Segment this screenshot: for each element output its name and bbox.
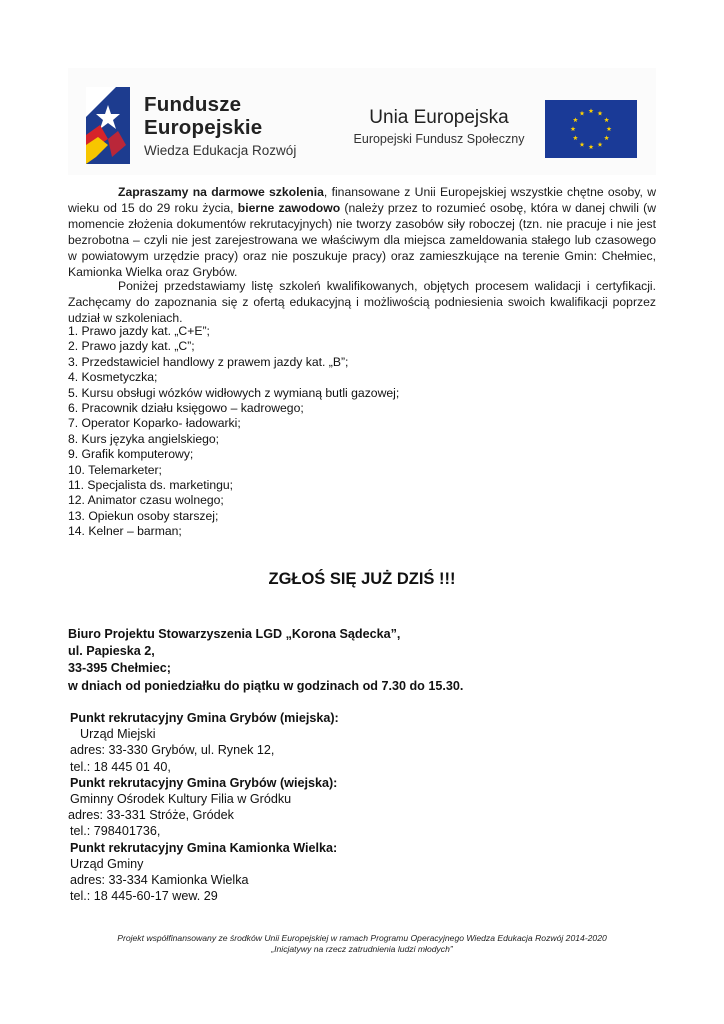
recruitment-points: [68, 710, 339, 904]
list-item: 1. Prawo jazdy kat. „C+E”;: [68, 324, 210, 338]
list-item: 10. Telemarketer;: [68, 462, 162, 477]
list-item: 4. Kosmetyczka;: [68, 370, 158, 385]
list-item: 11. Specjalista ds. marketingu;: [68, 478, 234, 493]
list-item: 3. Przedstawiciel handlowy z prawem jazdy kat. „B”;: [68, 354, 349, 369]
intro-text1: , finansowane z Unii Europejskiej wszystkie chętne osoby, w wieku od 15 do 29 roku życia,: [68, 185, 656, 215]
project-office-block: [68, 626, 463, 695]
list-item: 2. Prawo jazdy kat. „C”;: [68, 339, 195, 354]
point-line: tel.: 18 445-60-17 wew. 29: [70, 889, 218, 904]
list-item: 5. Kursu obsługi wózków widłowych z wymianą butli gazowej;: [68, 385, 400, 400]
fe-logo-line2: Europejskie: [144, 115, 263, 139]
office-city: 33-395 Chełmiec;: [68, 661, 171, 676]
ue-logo-line2: Europejski Fundusz Społeczny: [353, 132, 525, 146]
fundusze-europejskie-wordmark: [144, 95, 296, 158]
intro-lead: Zapraszamy na darmowe szkolenia: [118, 185, 324, 199]
point-line: adres: 33-331 Stróże, Gródek: [68, 808, 234, 823]
call-to-action-heading: ZGŁOŚ SIĘ JUŻ DZIŚ !!!: [268, 570, 456, 588]
footer-line2: „Inicjatywy na rzecz zatrudnienia ludzi młodych”: [271, 944, 453, 954]
list-item: 14. Kelner – barman;: [68, 524, 182, 539]
intro-bold2: bierne zawodowo: [237, 201, 341, 215]
fundusze-europejskie-logo-icon: [86, 87, 130, 164]
ue-logo-line1: Unia Europejska: [369, 107, 509, 128]
point-title: Punkt rekrutacyjny Gmina Grybów (wiejska):: [70, 775, 338, 790]
point-title: Punkt rekrutacyjny Gmina Grybów (miejska):: [70, 711, 339, 725]
point-line: tel.: 18 445 01 40,: [70, 759, 171, 774]
intro2-paragraph: [68, 278, 656, 326]
funding-footer: [0, 933, 724, 955]
point-line: tel.: 798401736,: [70, 824, 161, 839]
unia-europejska-wordmark: [346, 108, 532, 146]
eu-flag-icon: [545, 100, 637, 158]
footer-line1: Projekt współfinansowany ze środków Unii Europejskiej w ramach Programu Operacyjnego Wiedza Edukacja Rozwój 2014-2020: [117, 933, 607, 943]
office-name: Biuro Projektu Stowarzyszenia LGD „Korona Sądecka”,: [68, 627, 401, 641]
office-street: ul. Papieska 2,: [68, 644, 155, 659]
list-item: 9. Grafik komputerowy;: [68, 447, 194, 462]
list-item: 12. Animator czasu wolnego;: [68, 493, 224, 508]
list-item: 13. Opiekun osoby starszej;: [68, 508, 219, 523]
list-item: 7. Operator Koparko- ładowarki;: [68, 416, 241, 431]
list-item: 8. Kurs języka angielskiego;: [68, 431, 220, 446]
point-line: Urząd Miejski: [80, 727, 156, 742]
intro2-text: Poniżej przedstawiamy listę szkoleń kwalifikowanych, objętych procesem walidacji i certyfikacji. Zachęcamy do zapoznania się z ofertą edukacyjną i możliwością podniesienia swoich kwalifikacji poprzez udział w szkoleniach.: [68, 279, 656, 325]
fe-logo-line1: Fundusze: [144, 93, 242, 116]
point-line: Urząd Gminy: [70, 856, 144, 871]
list-item: 6. Pracownik działu księgowo – kadrowego;: [68, 401, 304, 416]
point-title: Punkt rekrutacyjny Gmina Kamionka Wielka:: [70, 840, 338, 855]
office-hours: w dniach od poniedziałku do piątku w godzinach od 7.30 do 15.30.: [68, 678, 464, 693]
point-line: Gminny Ośrodek Kultury Filia w Gródku: [70, 792, 292, 807]
intro-text2: (należy przez to rozumieć osobę, która w danej chwili (w momencie złożenia dokumentów rekrutacyjnych) nie tworzy zasobów siły roboczej (tzn. nie pracuje i nie jest bezrobotna – czyli nie jest zarejestrowana we właściwym dla miejsca zameldowania stałego lub czasowego w powiatowym urzędzie pracy) oraz nie poszukuje pracy) oraz zamieszkujące na terenie Gmin: Chełmiec, Kamionka Wielka oraz Grybów.: [68, 201, 656, 279]
point-line: adres: 33-330 Grybów, ul. Rynek 12,: [70, 743, 275, 758]
point-line: adres: 33-334 Kamionka Wielka: [70, 873, 249, 888]
fe-logo-line3: Wiedza Edukacja Rozwój: [144, 143, 297, 158]
course-list: [68, 324, 399, 540]
intro-paragraph: [68, 184, 656, 280]
